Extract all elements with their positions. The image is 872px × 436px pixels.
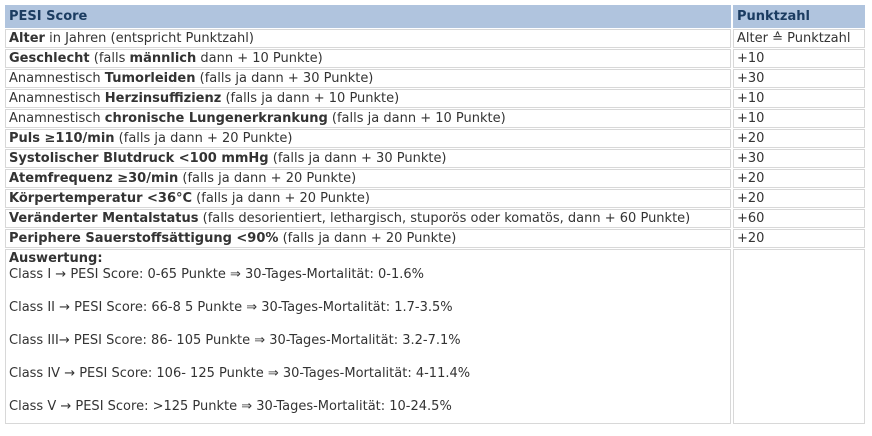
points-cell: +10 (733, 49, 865, 68)
table-row (5, 109, 865, 128)
criterion-bold-text: Systolischer Blutdruck <100 mmHg (9, 151, 269, 166)
evaluation-cell (5, 249, 731, 424)
criterion-bold-text: Körpertemperatur <36°C (9, 191, 193, 206)
points-cell: +20 (733, 189, 865, 208)
criterion-text: (falls ja dann + 10 Punkte) (327, 111, 506, 126)
criterion-bold-text: Puls ≥110/min (9, 131, 115, 146)
criterion-cell (5, 169, 731, 188)
criterion-text: Anamnestisch (9, 71, 105, 86)
table-header-pesi-score: PESI Score (5, 5, 731, 28)
pesi-score-table (3, 4, 867, 425)
points-cell: +10 (733, 109, 865, 128)
criterion-text: (falls (89, 51, 130, 66)
criterion-text: (falls ja dann + 30 Punkte) (195, 71, 374, 86)
evaluation-class-line: Class II → PESI Score: 66-8 5 Punkte ⇒ 30-Tages-Mortalität: 1.7-3.5% (9, 300, 453, 315)
points-cell: Alter ≙ Punktzahl (733, 29, 865, 48)
table-row (5, 29, 865, 48)
criterion-bold-text: Herzinsuffizienz (104, 91, 222, 106)
criterion-text: (falls ja dann + 20 Punkte) (192, 191, 370, 206)
criterion-text: Anamnestisch (9, 91, 105, 106)
criterion-cell (5, 129, 731, 148)
criterion-text: (falls ja dann + 20 Punkte) (278, 231, 457, 246)
criterion-cell (5, 109, 731, 128)
evaluation-lines (9, 267, 727, 415)
table-row (5, 49, 865, 68)
criterion-text: (falls desorientiert, lethargisch, stuporös oder komatös, dann + 60 Punkte) (198, 211, 691, 226)
points-cell: +20 (733, 169, 865, 188)
criterion-text: (falls ja dann + 20 Punkte) (114, 131, 293, 146)
points-cell: +30 (733, 69, 865, 88)
evaluation-class-line: Class V → PESI Score: >125 Punkte ⇒ 30-Tages-Mortalität: 10-24.5% (9, 399, 452, 414)
criterion-bold-text: Tumorleiden (104, 71, 196, 86)
criterion-text: in Jahren (entspricht Punktzahl) (44, 31, 254, 46)
criterion-cell (5, 149, 731, 168)
evaluation-class-line: Class IV → PESI Score: 106- 125 Punkte ⇒ 30-Tages-Mortalität: 4-11.4% (9, 366, 471, 381)
points-cell: +20 (733, 129, 865, 148)
criterion-bold-text: männlich (129, 51, 197, 66)
table-row (5, 209, 865, 228)
evaluation-points-empty-cell (733, 249, 865, 424)
criterion-bold-text: Alter (9, 31, 45, 46)
evaluation-class-line: Class III→ PESI Score: 86- 105 Punkte ⇒ 30-Tages-Mortalität: 3.2-7.1% (9, 333, 461, 348)
table-row (5, 69, 865, 88)
points-cell: +30 (733, 149, 865, 168)
criterion-cell (5, 69, 731, 88)
table-header-row (5, 5, 865, 28)
criterion-cell (5, 189, 731, 208)
criterion-cell (5, 209, 731, 228)
criterion-bold-text: Geschlecht (9, 51, 90, 66)
table-row (5, 189, 865, 208)
points-cell: +60 (733, 209, 865, 228)
points-cell: +10 (733, 89, 865, 108)
table-header-punktzahl: Punktzahl (733, 5, 865, 28)
criterion-text: dann + 10 Punkte) (196, 51, 323, 66)
criterion-text: (falls ja dann + 20 Punkte) (178, 171, 357, 186)
criterion-text: Anamnestisch (9, 111, 105, 126)
evaluation-title: Auswertung: (9, 251, 103, 266)
criterion-cell (5, 89, 731, 108)
criterion-cell (5, 229, 731, 248)
criterion-bold-text: chronische Lungenerkrankung (104, 111, 328, 126)
table-row (5, 89, 865, 108)
criterion-text: (falls ja dann + 10 Punkte) (221, 91, 400, 106)
criterion-text: (falls ja dann + 30 Punkte) (268, 151, 447, 166)
evaluation-class-line: Class I → PESI Score: 0-65 Punkte ⇒ 30-Tages-Mortalität: 0-1.6% (9, 267, 424, 282)
table-row (5, 229, 865, 248)
table-row (5, 169, 865, 188)
table-row (5, 149, 865, 168)
criterion-cell (5, 29, 731, 48)
evaluation-row (5, 249, 865, 424)
table-row (5, 129, 865, 148)
criterion-cell (5, 49, 731, 68)
criterion-bold-text: Veränderter Mentalstatus (9, 211, 199, 226)
criterion-bold-text: Periphere Sauerstoffsättigung <90% (9, 231, 279, 246)
points-cell: +20 (733, 229, 865, 248)
criterion-bold-text: Atemfrequenz ≥30/min (9, 171, 179, 186)
